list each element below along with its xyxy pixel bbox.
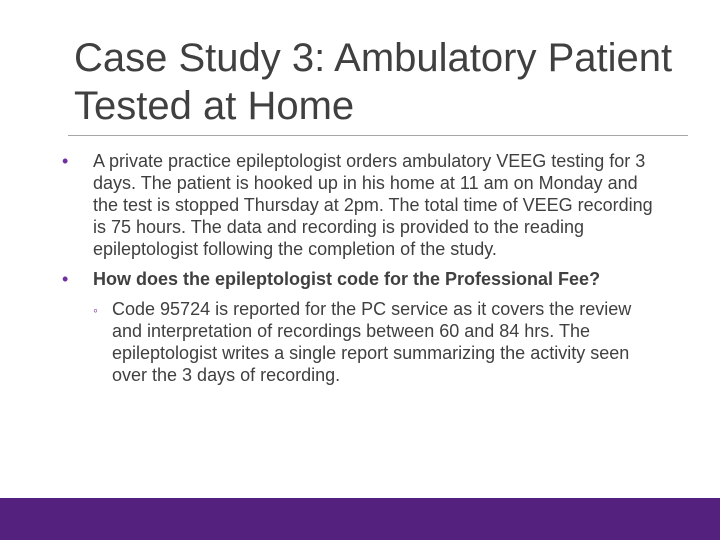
bullet-text: How does the epileptologist code for the Professional Fee? (93, 269, 601, 289)
bullet-item (62, 150, 662, 260)
sub-bullet-text: Code 95724 is reported for the PC service as it covers the review and interpretation of recordings between 60 and 84 hrs. The epileptologist writes a single report summarizing the activity seen over the 3 days of recording. (112, 299, 632, 385)
slide-body (62, 150, 662, 386)
sub-bullet-circle-icon: ◦ (93, 302, 98, 318)
bullet-text: A private practice epileptologist orders ambulatory VEEG testing for 3 days. The patient is hooked up in his home at 11 am on Monday and the test is stopped Thursday at 2pm. The total time of VEEG recording is 75 hours. The data and recording is provided to the reading epileptologist following the completion of the study. (93, 151, 653, 259)
bullet-dot-icon: • (62, 269, 69, 289)
bullet-dot-icon: • (62, 151, 69, 171)
bullet-item (62, 268, 662, 290)
footer-bar (0, 498, 720, 540)
sub-bullet-item (62, 298, 662, 386)
title-divider (68, 135, 688, 136)
slide-title: Case Study 3: Ambulatory Patient Tested at Home (74, 36, 673, 128)
